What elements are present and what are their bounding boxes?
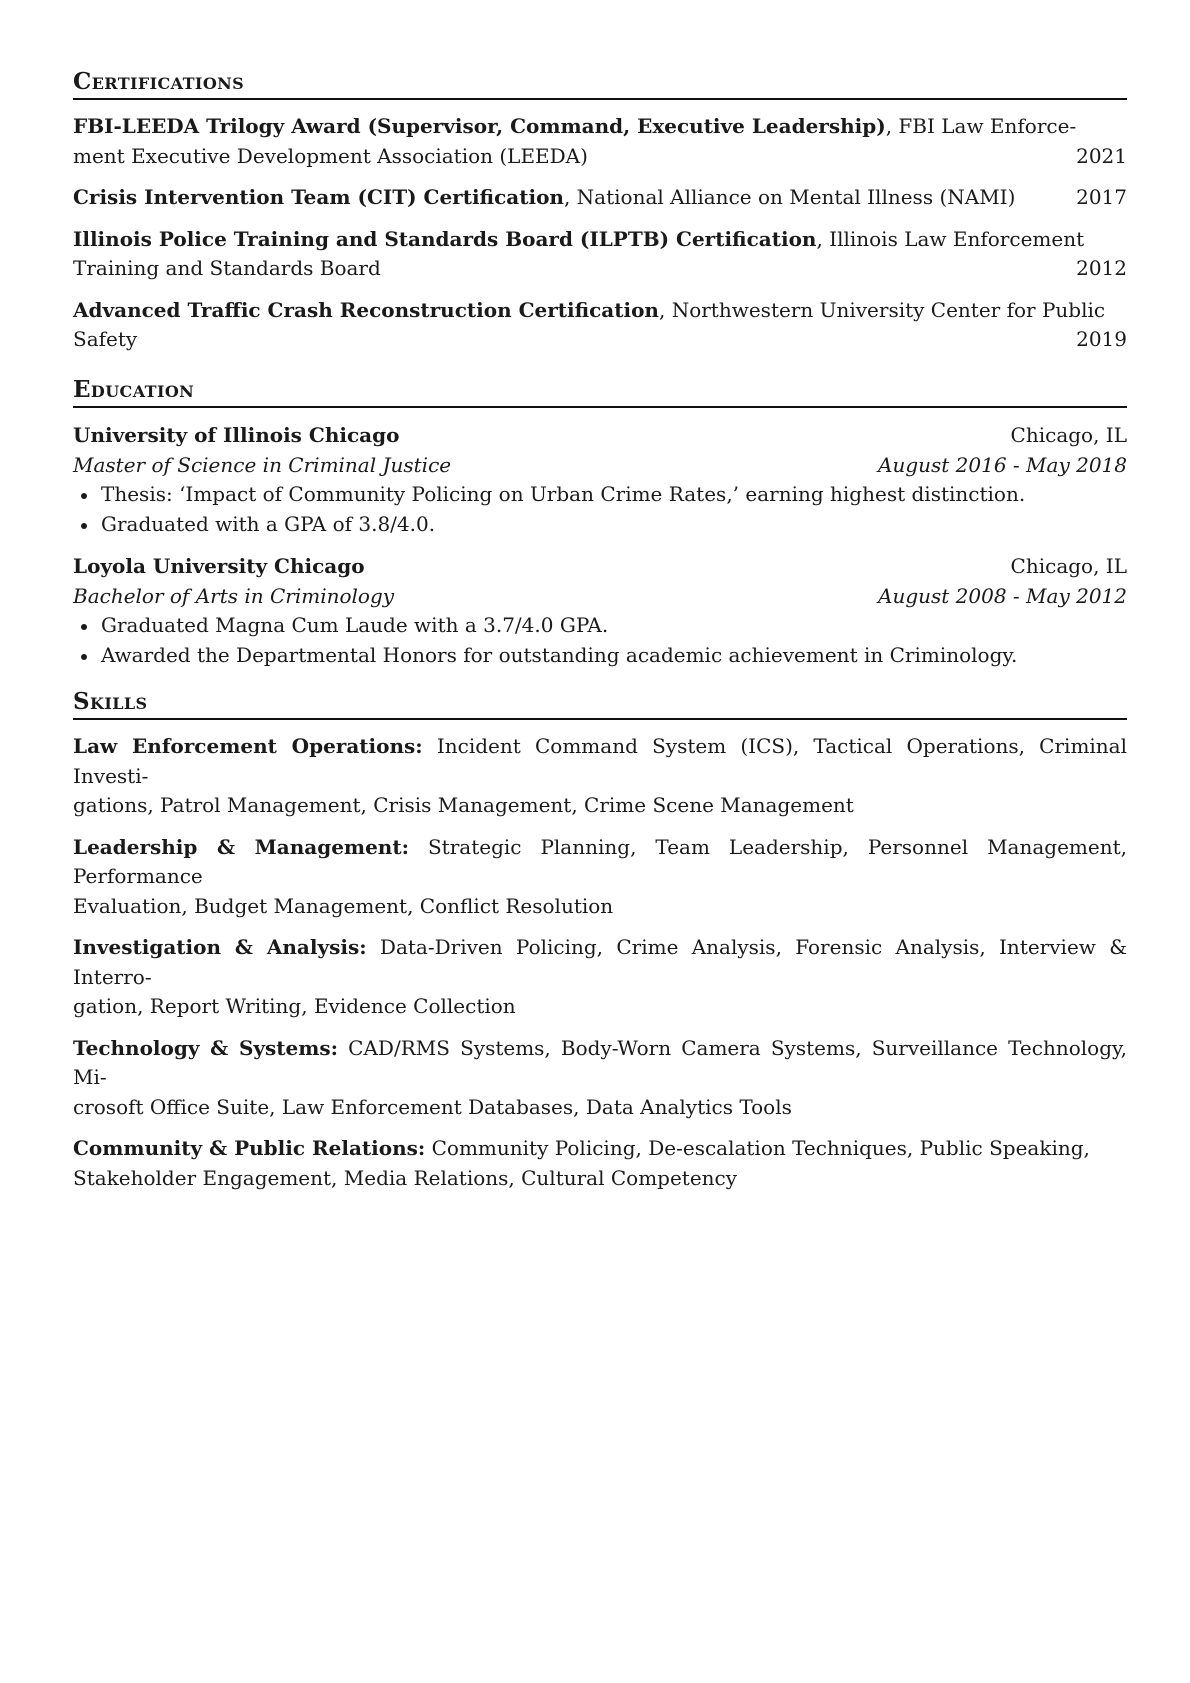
skills-section [73,688,1127,1193]
skill-values-cont: gations, Patrol Management, Crisis Management, Crime Scene Management [73,793,854,817]
skill-entry [73,833,1127,922]
skill-entry [73,732,1127,821]
certification-year: 2017 [1076,185,1127,209]
certification-year: 2012 [1076,256,1127,280]
education-dates: August 2008 - May 2012 [878,583,1127,608]
skills-heading: Skills [73,688,1127,720]
education-entry [73,552,1127,670]
bullet-item: Graduated with a GPA of 3.8/4.0. [73,510,1127,540]
school-name: Loyola University Chicago [73,554,365,578]
education-entry [73,421,1127,539]
skill-values-cont: crosoft Office Suite, Law Enforcement Databases, Data Analytics Tools [73,1094,792,1119]
certification-name: Advanced Traffic Crash Reconstruction Certification [73,297,659,322]
degree: Master of Science in Criminal Justice [73,452,452,477]
bullet-item: Graduated Magna Cum Laude with a 3.7/4.0 GPA. [73,611,1127,641]
skill-values: Strategic Planning, Team Leadership, Personnel Management, Performance [73,834,1128,888]
certification-year: 2019 [1076,327,1127,351]
degree: Bachelor of Arts in Criminology [73,583,395,608]
skill-values-cont: Stakeholder Engagement, Media Relations, Cultural Competency [73,1165,738,1190]
school-name: University of Illinois Chicago [73,423,400,447]
education-bullets [73,480,1127,539]
bullet-item: Awarded the Departmental Honors for outstanding academic achievement in Criminology. [73,641,1127,671]
skill-values: Community Policing, De-escalation Techniques, Public Speaking, [425,1136,1090,1160]
certification-year: 2021 [1076,143,1127,168]
skill-entry [73,933,1127,1022]
certification-entry [73,112,1127,171]
certification-org-cont: Safety [73,327,138,351]
education-dates: August 2016 - May 2018 [878,452,1127,477]
skill-label: Investigation & Analysis: [73,935,367,959]
certification-org-cont: ment Executive Development Association (LEEDA) [73,143,588,168]
skill-values-cont: gation, Report Writing, Evidence Collection [73,994,516,1018]
certification-org: , Northwestern University Center for Public [658,297,1106,322]
certification-org: , Illinois Law Enforcement [816,226,1085,251]
certifications-section [73,68,1127,355]
education-heading: Education [73,376,1127,408]
school-location: Chicago, IL [1010,423,1127,447]
skill-entry [73,1134,1127,1193]
skill-values-cont: Evaluation, Budget Management, Conflict Resolution [73,893,614,918]
certification-org: , FBI Law Enforce- [885,114,1077,138]
skill-label: Technology & Systems: [73,1035,339,1060]
certification-entry [73,296,1127,355]
skill-values: Incident Command System (ICS), Tactical Operations, Criminal Investi- [73,734,1128,788]
certification-org: , National Alliance on Mental Illness (NAMI) [563,185,1016,209]
certification-name: Illinois Police Training and Standards Board (ILPTB) Certification [73,226,817,251]
school-location: Chicago, IL [1010,554,1127,578]
education-section [73,376,1127,670]
skill-values: Data-Driven Policing, Crime Analysis, Forensic Analysis, Interview & Interro- [73,935,1128,989]
certification-entry [73,225,1127,284]
certification-name: FBI-LEEDA Trilogy Award (Supervisor, Command, Executive Leadership) [73,114,886,138]
certification-org-cont: Training and Standards Board [73,256,381,280]
skill-label: Leadership & Management: [73,834,409,859]
skill-label: Law Enforcement Operations: [73,734,423,758]
skill-entry [73,1034,1127,1123]
education-bullets [73,611,1127,670]
skill-values: CAD/RMS Systems, Body-Worn Camera Systems, Surveillance Technology, Mi- [73,1035,1127,1089]
certifications-heading: Certifications [73,68,1127,100]
skill-label: Community & Public Relations: [73,1136,426,1160]
certification-name: Crisis Intervention Team (CIT) Certification [73,185,564,209]
bullet-item: Thesis: ‘Impact of Community Policing on Urban Crime Rates,’ earning highest distinction. [73,480,1127,510]
certification-entry [73,183,1127,213]
